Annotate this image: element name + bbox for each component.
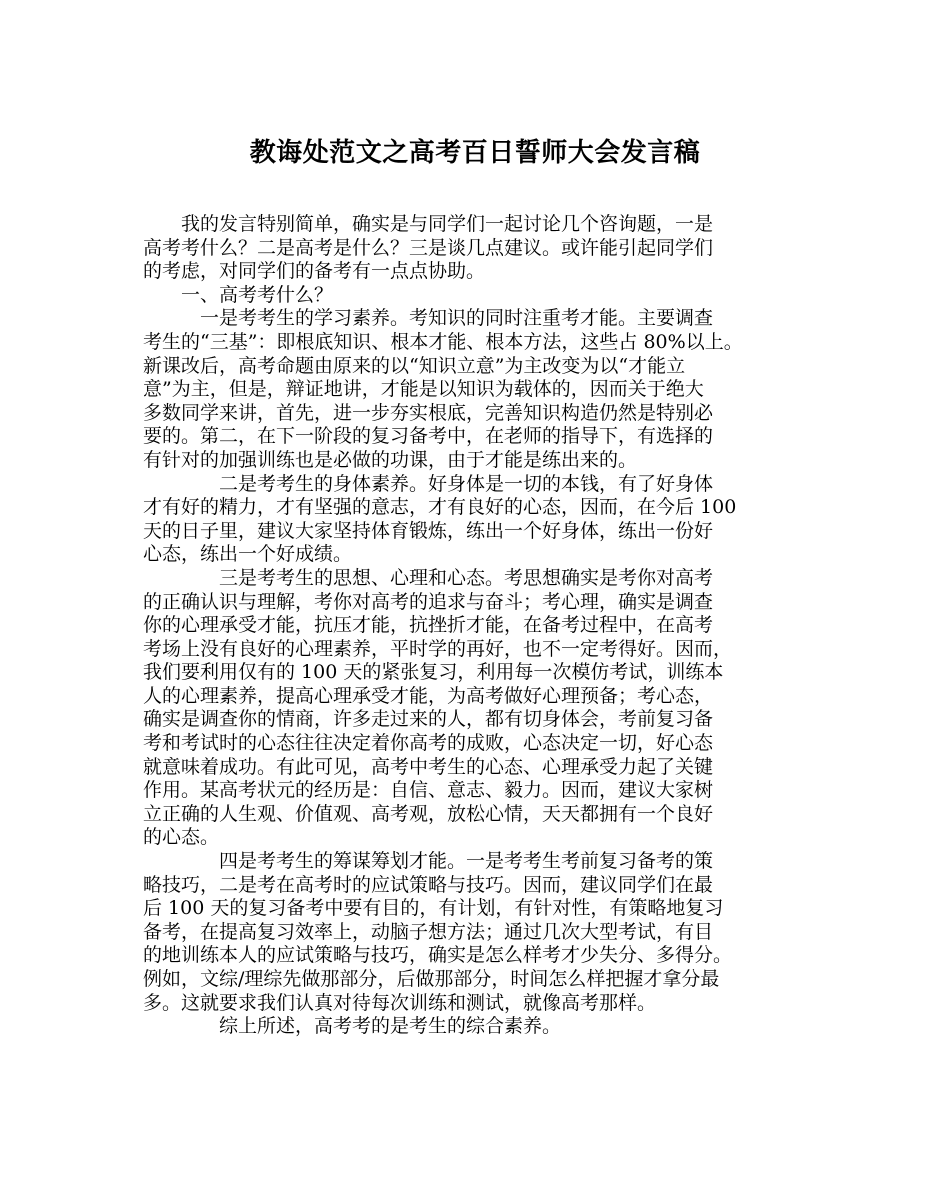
body-line: 要的。第二，在下一阶段的复习备考中，在老师的指导下，有选择的 [143, 425, 714, 448]
body-line: 有针对的加强训练也是必做的功课，由于才能是练出来的。 [143, 448, 638, 471]
body-line: 我的发言特别简单，确实是与同学们一起讨论几个咨询题，一是 [143, 213, 714, 235]
body-line: 考场上没有良好的心理素养，平时学的再好，也不一定考得好。因而， [143, 637, 733, 660]
body-line: 考和考试时的心态往往决定着你高考的成败，心态决定一切，好心态 [143, 732, 714, 755]
body-line: 就意味着成功。有此可见，高考中考生的心态、心理承受力起了关键 [143, 755, 714, 778]
body-line: 后 100 天的复习备考中要有目的，有计划，有针对性，有策略地复习 [143, 897, 724, 920]
body-line: 确实是调查你的情商，许多走过来的人，都有切身体会，考前复习备 [143, 708, 714, 731]
body-line: 天的日子里，建议大家坚持体育锻炼，练出一个好身体，练出一份好 [143, 519, 714, 542]
body-line: 多数同学来讲，首先，进一步夯实根底，完善知识构造仍然是特别必 [143, 401, 714, 424]
body-line: 人的心理素养，提高心理承受才能，为高考做好心理预备；考心态， [143, 684, 714, 707]
body-line: 高考考什么？二是高考是什么？三是谈几点建议。或许能引起同学们 [143, 236, 714, 259]
body-line: 的地训练本人的应试策略与技巧，确实是怎么样考才少失分、多得分。 [143, 944, 733, 967]
body-line: 多。这就要求我们认真对待每次训练和测试，就像高考那样。 [143, 991, 657, 1014]
body-line: 综上所述，高考考的是考生的综合素养。 [143, 1015, 562, 1038]
body-line: 才有好的精力，才有坚强的意志，才有良好的心态，因而，在今后 100 [143, 496, 737, 519]
body-line: 例如，文综/理综先做那部分，后做那部分，时间怎么样把握才拿分最 [143, 968, 720, 990]
body-line: 的心态。 [143, 826, 220, 849]
body-line: 考生的“三基”：即根底知识、根本才能、根本方法，这些占 80%以上。 [143, 330, 743, 353]
body-line: 我们要利用仅有的 100 天的紧张复习，利用每一次模仿考试，训练本 [143, 661, 724, 684]
body-line: 意”为主，但是，辩证地讲，才能是以知识为载体的，因而关于绝大 [143, 378, 704, 401]
body-line: 你的心理承受才能，抗压才能，抗挫折才能，在备考过程中，在高考 [143, 614, 714, 637]
body-line: 四是考考生的筹谋筹划才能。一是考考生考前复习备考的策 [143, 850, 714, 873]
body-line: 立正确的人生观、价值观、高考观，放松心情，天天都拥有一个良好 [143, 802, 714, 825]
body-line: 的正确认识与理解，考你对高考的追求与奋斗；考心理，确实是调查 [143, 590, 714, 613]
body-line: 的考虑，对同学们的备考有一点点协助。 [143, 260, 486, 283]
document-title: 教诲处范文之高考百日誓师大会发言稿 [249, 138, 701, 168]
body-line: 略技巧，二是考在高考时的应试策略与技巧。因而，建议同学们在最 [143, 873, 714, 896]
body-line: 心态，练出一个好成绩。 [143, 543, 353, 566]
body-line: 一、高考考什么？ [143, 283, 334, 306]
body-line: 一是考考生的学习素养。考知识的同时注重考才能。主要调查 [143, 307, 714, 330]
body-line: 备考，在提高复习效率上，动脑子想方法；通过几次大型考试，有目 [143, 920, 714, 943]
body-line: 三是考考生的思想、心理和心态。考思想确实是考你对高考 [143, 566, 714, 589]
document-body [143, 213, 833, 1039]
body-line: 作用。某高考状元的经历是：自信、意志、毅力。因而，建议大家树 [143, 779, 714, 802]
body-line: 新课改后，高考命题由原来的以“知识立意”为主改变为以“才能立 [143, 354, 686, 377]
body-line: 二是考考生的身体素养。好身体是一切的本钱，有了好身体 [143, 472, 714, 495]
